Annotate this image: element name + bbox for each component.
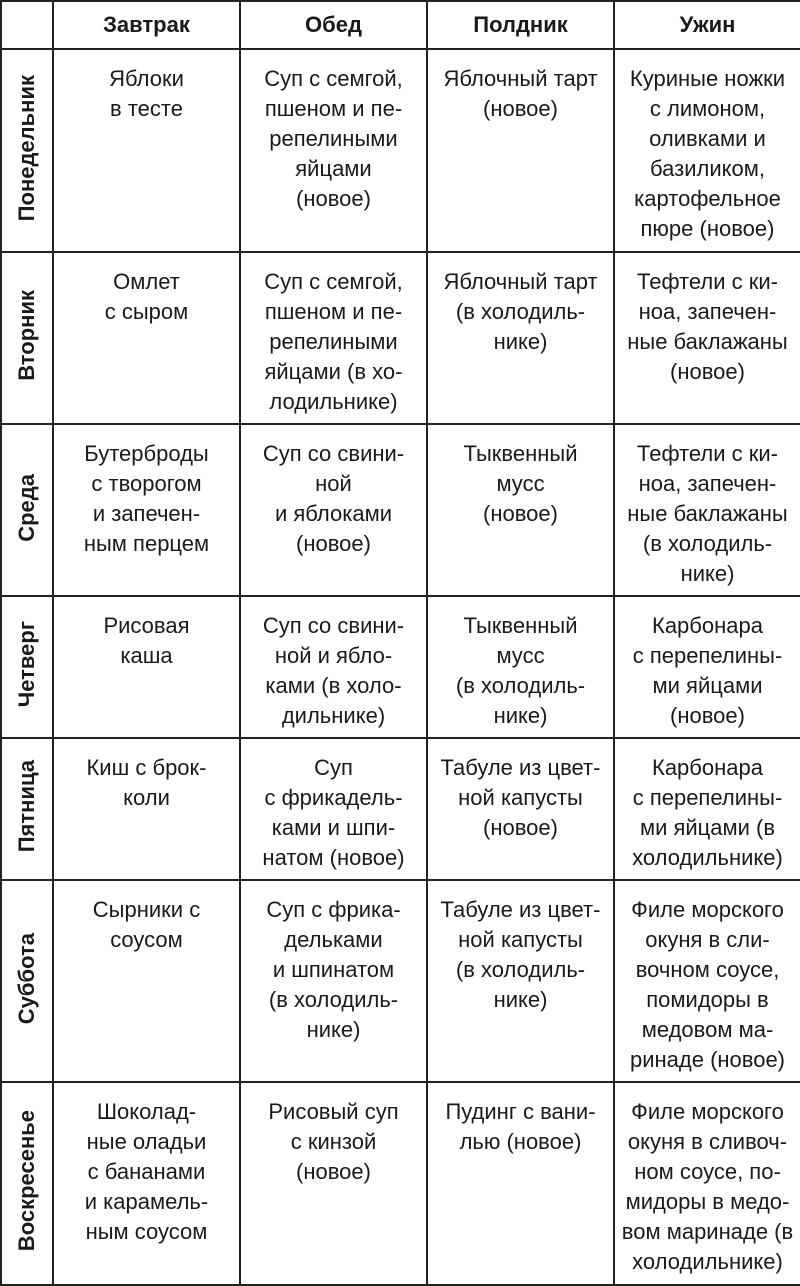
meal-cell-snack: Яблочный тарт (в холодиль- нике) [427, 252, 614, 424]
meal-cell-lunch: Суп с семгой, пшеном и пе- репелиными яйцами (новое) [240, 49, 427, 252]
day-cell [1, 49, 53, 252]
table-row-saturday [1, 880, 800, 1082]
corner-cell [1, 1, 53, 49]
meal-cell-snack: Табуле из цвет- ной капусты (в холодиль- нике) [427, 880, 614, 1082]
column-header-lunch: Обед [240, 1, 427, 49]
meal-cell-lunch: Суп со свини- ной и ябло- ками (в холо- дильнике) [240, 596, 427, 738]
meal-cell-breakfast: Яблоки в тесте [53, 49, 240, 252]
meal-cell-breakfast: Рисовая каша [53, 596, 240, 738]
meal-cell-snack: Яблочный тарт (новое) [427, 49, 614, 252]
table-row-friday [1, 738, 800, 880]
day-cell [1, 1082, 53, 1285]
meal-cell-lunch: Суп с фрика- дельками и шпинатом (в холодиль- нике) [240, 880, 427, 1082]
day-cell [1, 252, 53, 424]
meal-cell-lunch: Рисовый суп с кинзой (новое) [240, 1082, 427, 1285]
column-header-snack: Полдник [427, 1, 614, 49]
day-label: Пятница [14, 760, 39, 853]
column-header-breakfast: Завтрак [53, 1, 240, 49]
header-row [1, 1, 800, 49]
day-cell [1, 596, 53, 738]
meal-cell-dinner: Карбонара с перепелины- ми яйцами (в холодильнике) [614, 738, 800, 880]
meal-cell-lunch: Суп с семгой, пшеном и пе- репелиными яйцами (в хо- лодильнике) [240, 252, 427, 424]
meal-cell-lunch: Суп со свини- ной и яблоками (новое) [240, 424, 427, 596]
meal-cell-lunch: Суп с фрикадель- ками и шпи- натом (новое) [240, 738, 427, 880]
day-label: Суббота [14, 932, 39, 1025]
column-header-dinner: Ужин [614, 1, 800, 49]
day-cell [1, 880, 53, 1082]
meal-cell-snack: Тыквенный мусс (в холодиль- нике) [427, 596, 614, 738]
meal-cell-dinner: Куриные ножки с лимоном, оливками и базиликом, картофельное пюре (новое) [614, 49, 800, 252]
meal-cell-dinner: Филе морского окуня в сливоч- ном соусе, по- мидоры в медо- вом маринаде (в холодильнике) [614, 1082, 800, 1285]
table-row-sunday [1, 1082, 800, 1285]
meal-cell-snack: Пудинг с вани- лью (новое) [427, 1082, 614, 1285]
meal-cell-breakfast: Киш с брок- коли [53, 738, 240, 880]
day-label: Вторник [14, 290, 39, 381]
meal-cell-breakfast: Сырники с соусом [53, 880, 240, 1082]
meal-cell-dinner: Филе морского окуня в сли- вочном соусе, помидоры в медовом ма- ринаде (новое) [614, 880, 800, 1082]
meal-cell-breakfast: Бутерброды с творогом и запечен- ным перцем [53, 424, 240, 596]
day-cell [1, 424, 53, 596]
table-row-tuesday [1, 252, 800, 424]
table-row-thursday [1, 596, 800, 738]
meal-cell-dinner: Карбонара с перепелины- ми яйцами (новое) [614, 596, 800, 738]
meal-cell-snack: Табуле из цвет- ной капусты (новое) [427, 738, 614, 880]
day-label: Среда [14, 473, 39, 542]
day-cell [1, 738, 53, 880]
day-label: Воскресенье [14, 1110, 39, 1252]
meal-cell-breakfast: Омлет с сыром [53, 252, 240, 424]
table-row-wednesday [1, 424, 800, 596]
meal-cell-dinner: Тефтели с ки- ноа, запечен- ные баклажаны (новое) [614, 252, 800, 424]
day-label: Понедельник [14, 74, 39, 222]
day-label: Четверг [14, 621, 39, 708]
table-row-monday [1, 49, 800, 252]
meal-cell-snack: Тыквенный мусс (новое) [427, 424, 614, 596]
meal-cell-dinner: Тефтели с ки- ноа, запечен- ные баклажаны (в холодиль- нике) [614, 424, 800, 596]
meal-cell-breakfast: Шоколад- ные оладьи с бананами и карамель- ным соусом [53, 1082, 240, 1285]
